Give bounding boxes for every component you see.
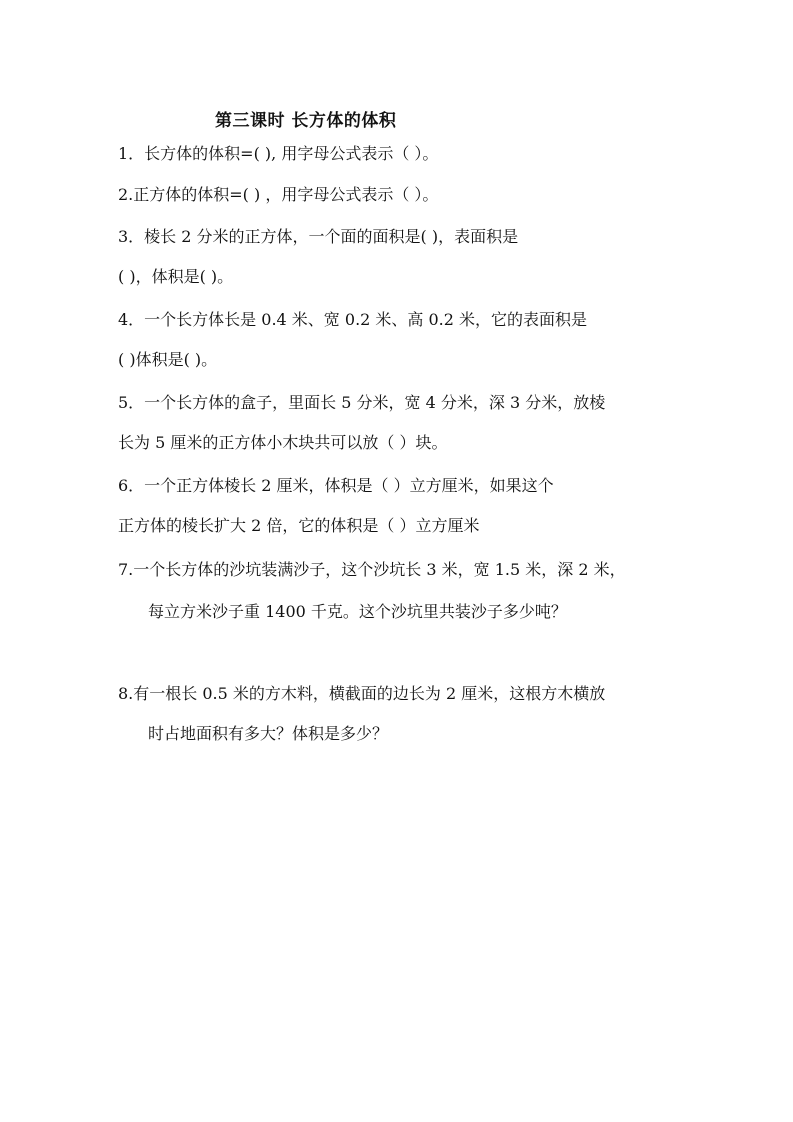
question-8-line-1: 8.有一根长 0.5 米的方木料，横截面的边长为 2 厘米，这根方木横放 — [118, 684, 606, 703]
question-3-line-2: ( )，体积是( )。 — [118, 267, 234, 286]
question-5-line-1: 5．一个长方体的盒子，里面长 5 分米，宽 4 分米，深 3 分米，放棱 — [118, 393, 606, 412]
question-1-line: 1．长方体的体积=( ), 用字母公式表示（ ）。 — [118, 144, 439, 163]
question-6-line-1: 6．一个正方体棱长 2 厘米，体积是（ ）立方厘米，如果这个 — [118, 476, 554, 495]
question-6-line-2: 正方体的棱长扩大 2 倍，它的体积是（ ）立方厘米 — [118, 516, 480, 535]
question-8-line-2: 时占地面积有多大？体积是多少？ — [148, 724, 389, 743]
question-7-line-2: 每立方米沙子重 1400 千克。这个沙坑里共装沙子多少吨？ — [148, 602, 567, 621]
worksheet-title: 第三课时 长方体的体积 — [215, 111, 397, 131]
question-4-line-2: ( )体积是( )。 — [118, 350, 218, 369]
question-3-line-1: 3．棱长 2 分米的正方体，一个面的面积是( )，表面积是 — [118, 227, 519, 246]
question-2-line: 2.正方体的体积=( ) ，用字母公式表示（ ）。 — [118, 185, 439, 204]
question-7-line-1: 7.一个长方体的沙坑装满沙子，这个沙坑长 3 米，宽 1.5 米，深 2 米， — [118, 560, 626, 579]
question-5-line-2: 长为 5 厘米的正方体小木块共可以放（ ）块。 — [118, 433, 448, 452]
question-4-line-1: 4．一个长方体长是 0.4 米、宽 0.2 米、高 0.2 米，它的表面积是 — [118, 310, 588, 329]
